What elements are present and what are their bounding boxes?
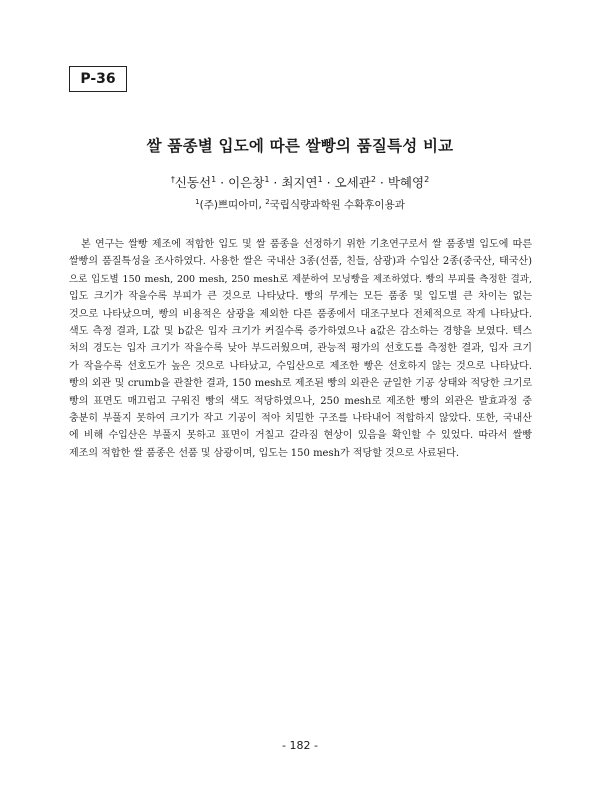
abstract-line: 색도 측정 결과, L값 및 b값은 입자 크기가 커질수록 증가하였으나 a값은 감소하는 경향을 보였다. 텍스 [69,325,532,337]
affiliation [195,199,262,211]
author-name: 오세관 [334,175,371,190]
abstract [69,236,532,462]
corresponding-mark: † [170,175,175,184]
author-affiliation-mark: 2 [370,175,376,184]
affiliation-name: 국립식량과학원 수확후이용과 [269,199,405,211]
affiliation-mark: 2 [265,198,270,206]
author [281,175,322,190]
author-name: 최지연 [281,175,318,190]
author-separator: · [375,175,388,190]
affiliation-name: (주)쁘띠아미, [199,199,262,211]
author-affiliation-mark: 1 [211,175,217,184]
abstract-line: 제조의 적합한 쌀 품종은 선품 및 삼광이며, 입도는 150 mesh가 적당할 것으로 사료된다. [69,447,460,459]
author-separator: · [322,175,335,190]
affiliation [265,199,405,211]
affiliations [0,197,600,212]
abstract-line: 입도 크기가 작을수록 부피가 큰 것으로 나타났다. 빵의 무게는 모든 품종 및 입도별 큰 차이는 없는 [69,291,532,303]
author-separator: · [269,175,282,190]
author [335,175,376,190]
abstract-line: 처의 경도는 입자 크기가 작을수록 낮아 부드러웠으며, 관능적 평가의 선호도를 측정한 결과, 입자 크기 [69,343,532,355]
author-name: 박혜영 [387,175,425,190]
author-affiliation-mark: 1 [264,175,270,184]
poster-code: P-36 [80,71,116,87]
author [171,175,216,190]
author-affiliation-mark: 1 [317,175,323,184]
author-name: 신동선 [174,175,212,190]
author-list [0,173,600,191]
abstract-line: 충분히 부풀지 못하여 크기가 작고 기공이 적아 치밀한 구조를 나타내어 적합하지 않았다. 또한, 국내산 [69,412,532,424]
abstract-line: 가 작을수록 선호도가 높은 것으로 나타났고, 수입산으로 제조한 빵은 선호하지 않는 것으로 나타났다. [69,360,532,372]
author [388,175,429,190]
paper-title: 쌀 품종별 입도에 따른 쌀빵의 품질특성 비교 [146,137,454,155]
author-name: 이은창 [228,175,265,190]
abstract-line: 으로 입도별 150 mesh, 200 mesh, 250 mesh로 제분하여 모닝빵을 제조하였다. 빵의 부피를 측정한 결과, [69,273,532,285]
affiliation-mark: 1 [195,198,200,206]
abstract-line: 본 연구는 쌀빵 제조에 적합한 입도 및 쌀 품종을 선정하기 위한 기초연구로서 쌀 품종별 입도에 따른 [81,239,532,250]
abstract-line: 빵의 외관 및 crumb을 관찰한 결과, 150 mesh로 제조된 빵의 외관은 균일한 기공 상태와 적당한 크기로 [69,378,532,390]
abstract-line: 쌀빵의 품질특성을 조사하였다. 사용한 쌀은 국내산 3종(선품, 친들, 삼광)과 수입산 2종(중국산, 태국산) [69,256,532,268]
abstract-line: 에 비해 수입산은 부풀지 못하고 표면이 거칠고 갈라짐 현상이 있음을 확인할 수 있었다. 따라서 쌀빵 [69,430,532,442]
author [228,175,269,190]
page-number: - 182 - [282,739,318,752]
author-separator: · [216,175,229,190]
abstract-line: 것으로 나타났으며, 빵의 비용적은 삼광을 제외한 다른 품종에서 대조구보다 전체적으로 작게 나타났다. [69,308,532,320]
abstract-line: 빵의 표면도 매끄럽고 구워진 빵의 색도 적당하였으나, 250 mesh로 제조한 빵의 외관은 발효과정 중 [69,395,532,407]
poster-code-box [69,66,127,92]
author-affiliation-mark: 2 [424,175,430,184]
